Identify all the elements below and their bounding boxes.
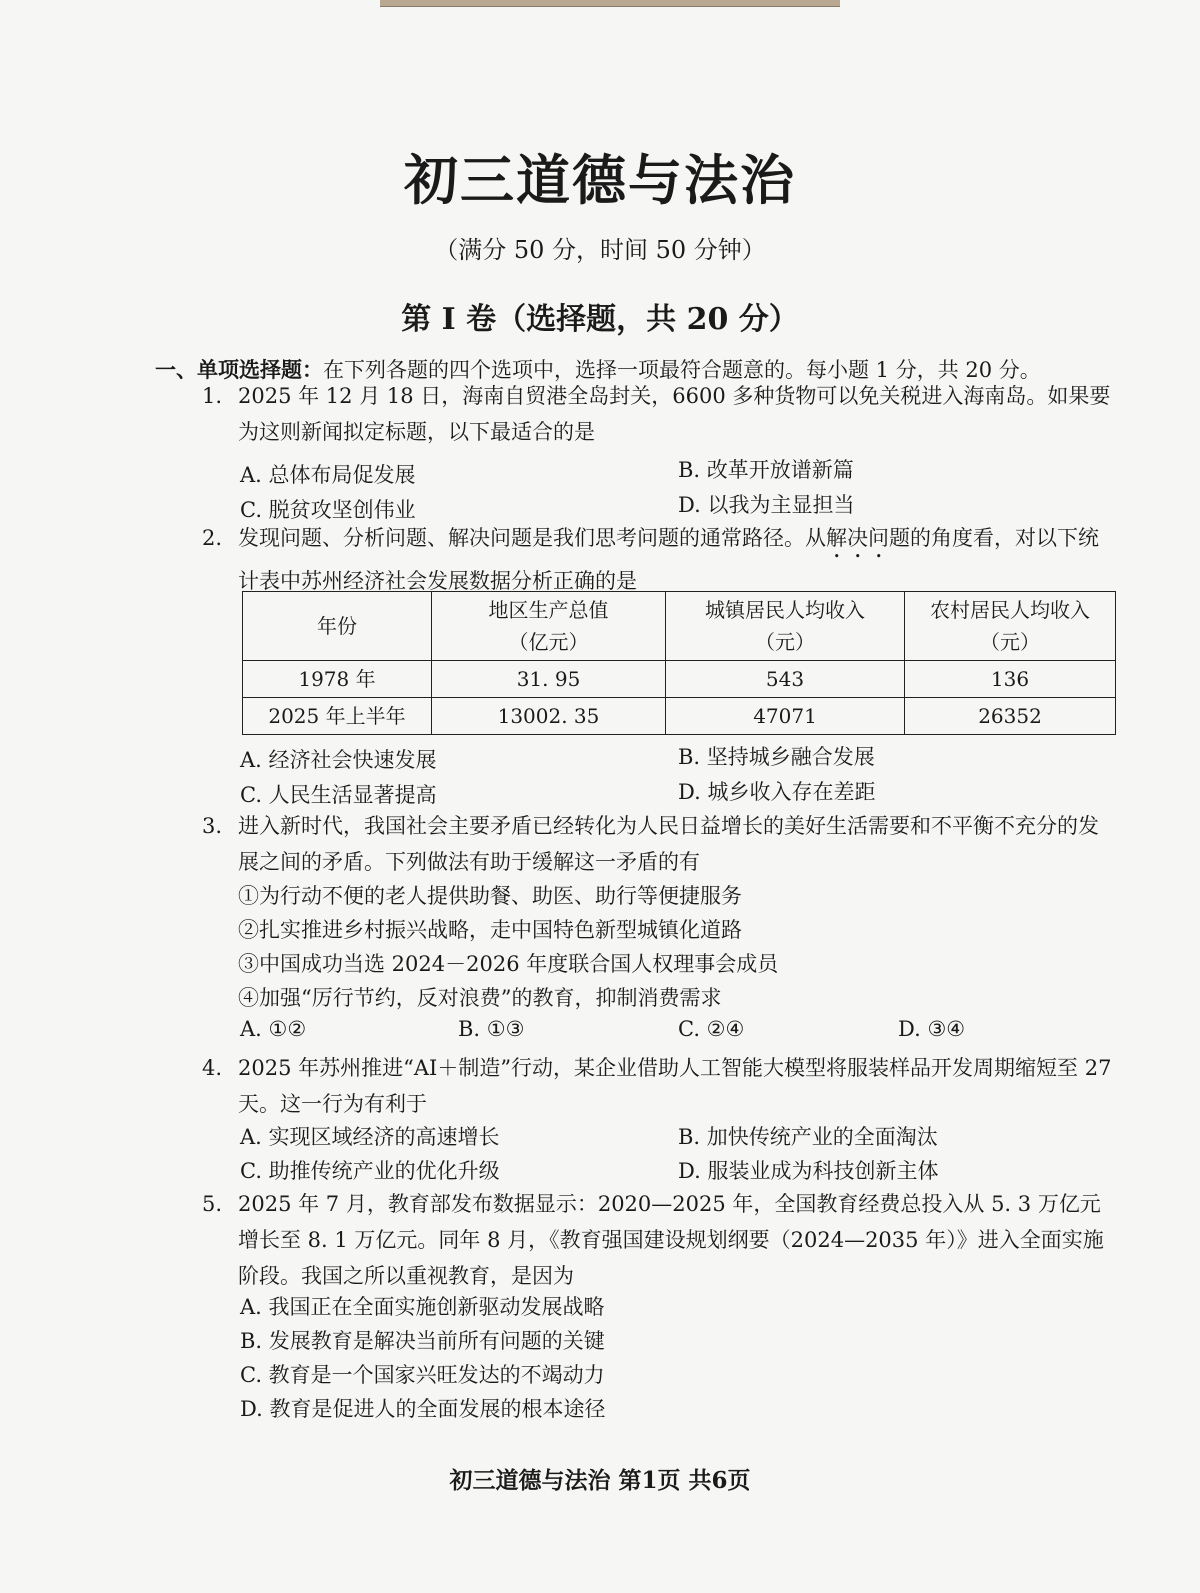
table-cell: 1978 年 — [243, 661, 432, 698]
table-header-cell: 农村居民人均收入 （元） — [905, 592, 1116, 661]
table-cell: 26352 — [905, 698, 1116, 735]
table-cell: 136 — [905, 661, 1116, 698]
table-header-cell: 地区生产总值 （亿元） — [432, 592, 666, 661]
option-d: D. 以我为主显担当 — [678, 493, 855, 517]
option-b: B. 加快传统产业的全面淘汰 — [678, 1125, 938, 1149]
section-title: 第 I 卷（选择题，共 20 分） — [401, 302, 799, 337]
option-b: B. ①③ — [458, 1017, 525, 1041]
sub-item-4: ④加强“厉行节约，反对浪费”的教育，抑制消费需求 — [238, 986, 722, 1010]
option-a: A. 经济社会快速发展 — [240, 748, 437, 772]
table-header-cell: 城镇居民人均收入 （元） — [666, 592, 905, 661]
question-stem: 2025 年 7 月，教育部发布数据显示：2020—2025 年，全国教育经费总投入从 5. 3 万亿元增长至 8. 1 万亿元。同年 8 月，《教育强国建设规划纲要（2024—2035 年）》进入全面实施阶段。我国之所以重视教育，是因为 — [238, 1192, 1104, 1288]
option-a: A. 我国正在全面实施创新驱动发展战略 — [240, 1295, 605, 1319]
option-d: D. 城乡收入存在差距 — [678, 780, 876, 804]
option-a: A. 实现区域经济的高速增长 — [240, 1125, 500, 1149]
table-row — [243, 661, 1116, 698]
stem-text: 发现问题、分析问题、解决问题是我们思考问题的通常路径。从 — [238, 526, 826, 550]
stem-emphasis: 解决问 — [826, 526, 889, 550]
question-number: 1. — [202, 384, 223, 408]
option-b: B. 坚持城乡融合发展 — [678, 745, 875, 769]
question-number: 2. — [202, 526, 223, 550]
option-c: C. 人民生活显著提高 — [240, 783, 437, 807]
instructions-lead: 一、单项选择题： — [155, 357, 323, 382]
instructions-text: 在下列各题的四个选项中，选择一项最符合题意的。每小题 1 分，共 20 分。 — [323, 358, 1041, 382]
sub-item-2: ②扎实推进乡村振兴战略，走中国特色新型城镇化道路 — [238, 918, 742, 942]
option-b: B. 改革开放谱新篇 — [678, 458, 854, 482]
question-number: 5. — [202, 1192, 223, 1216]
table-cell: 543 — [666, 661, 905, 698]
option-d: D. 服装业成为科技创新主体 — [678, 1159, 939, 1183]
table-cell: 13002. 35 — [432, 698, 666, 735]
option-b: B. 发展教育是解决当前所有问题的关键 — [240, 1329, 605, 1353]
page-footer: 初三道德与法治 第1页 共6页 — [449, 1467, 751, 1494]
page-title: 初三道德与法治 — [404, 148, 796, 212]
table-row — [243, 698, 1116, 735]
page-subtitle: （满分 50 分，时间 50 分钟） — [434, 236, 766, 264]
stem-text: 题的角度看，对以下统计表中苏州经济社会发展数据分析正确的是 — [238, 526, 1099, 593]
question-number: 3. — [202, 814, 223, 838]
table-cell: 2025 年上半年 — [243, 698, 432, 735]
question-stem: 2025 年苏州推进“AI＋制造”行动，某企业借助人工智能大模型将服装样品开发周期缩短至 27 天。这一行为有利于 — [238, 1056, 1112, 1116]
option-c: C. 教育是一个国家兴旺发达的不竭动力 — [240, 1363, 605, 1387]
option-c: C. ②④ — [678, 1017, 745, 1041]
option-d: D. 教育是促进人的全面发展的根本途径 — [240, 1397, 606, 1421]
question-number: 4. — [202, 1056, 223, 1080]
table-cell: 47071 — [666, 698, 905, 735]
option-a: A. ①② — [240, 1017, 307, 1041]
question-stem: 2025 年 12 月 18 日，海南自贸港全岛封关，6600 多种货物可以免关税进入海南岛。如果要为这则新闻拟定标题，以下最适合的是 — [238, 384, 1111, 444]
option-a: A. 总体布局促发展 — [240, 463, 416, 487]
table-header-cell: 年份 — [243, 592, 432, 661]
table-cell: 31. 95 — [432, 661, 666, 698]
question-stem: 进入新时代，我国社会主要矛盾已经转化为人民日益增长的美好生活需要和不平衡不充分的发展之间的矛盾。下列做法有助于缓解这一矛盾的有 — [238, 814, 1099, 874]
sub-item-1: ①为行动不便的老人提供助餐、助医、助行等便捷服务 — [238, 884, 742, 908]
option-c: C. 脱贫攻坚创伟业 — [240, 498, 416, 522]
question-stem — [238, 520, 1118, 599]
sub-item-3: ③中国成功当选 2024－2026 年度联合国人权理事会成员 — [238, 952, 779, 976]
table-header-row — [243, 592, 1116, 661]
option-c: C. 助推传统产业的优化升级 — [240, 1159, 500, 1183]
statistics-table — [242, 591, 1116, 735]
option-d: D. ③④ — [898, 1017, 966, 1041]
